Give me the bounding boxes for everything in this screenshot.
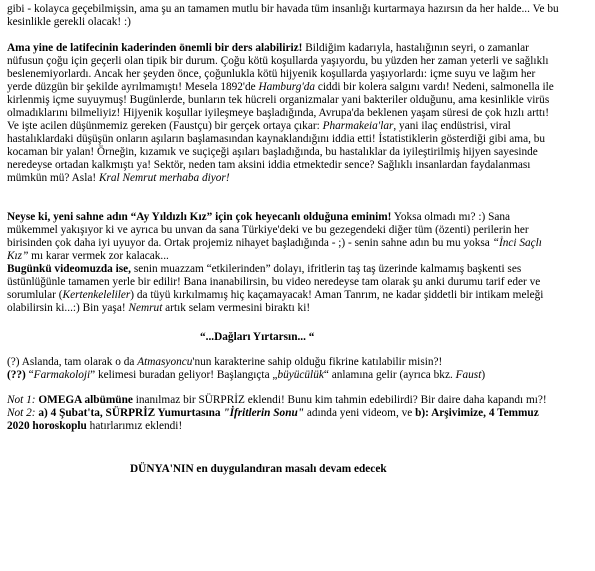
p3-line-5 <box>7 263 521 276</box>
note-2-line-2-bold: 2020 horoskoplu <box>7 420 87 432</box>
p4-line-2-c: ” kelimesi buradan geliyor! Başlangıçta „ <box>90 369 278 381</box>
p3-line-8-b: artık selam vermesini biraktı ki! <box>162 302 311 314</box>
p2-line-1-text: Bildiğim kadarıyla, hastalığının seyri, o zamanlar <box>302 42 529 54</box>
note-1-label: Not 1: <box>7 394 36 406</box>
p4-line-2 <box>7 369 485 382</box>
note-2-line-2 <box>7 420 182 433</box>
p4-line-2-d: “ anlamına gelir (ayrıca bkz. <box>323 369 456 381</box>
p2-line-7-b: , yani ilaç endüstrisi, viral <box>393 120 511 132</box>
p3-line-7-italic: Kertenkeleliler <box>62 289 131 301</box>
p2-line-8: hastalıklardaki düşüşün onların aşıların başlamasından kaynaklandığını iddia etti! İstatistiklerin gösterdiği gibi ama, bu <box>7 133 546 145</box>
p3-line-4 <box>7 250 169 263</box>
note-2-bold-italic: "İfritlerin Sonu" <box>223 407 305 419</box>
note-2-bold-1: a) 4 Şubat'ta, SÜRPRİZ Yumurtasına <box>35 407 224 419</box>
p3-line-3 <box>7 237 542 250</box>
p3-line-7-a: sorumlular ( <box>7 289 63 301</box>
note-1 <box>7 394 547 407</box>
p1-line-1: gibi - kolayca geçebilmişsin, ama şu an tamamen mutlu bir havada tüm insanlığı kurtarmaya hazırsın da her halde... Ve bu <box>7 3 559 15</box>
p3-line-8 <box>7 302 310 315</box>
p4-line-2-b: “ <box>25 369 34 381</box>
p4-line-2-italic-2: büyücülük <box>277 369 324 381</box>
p4-line-1-italic: Atmasyoncu <box>137 356 193 368</box>
note-1-bold: OMEGA albümüne <box>35 394 133 406</box>
p4-line-2-italic-3: Faust <box>455 369 482 381</box>
p2-line-10: neredeyse ortadan kalkmıştı ya! Sektör, neden tam aksini iddia etmektedir sence? Sağlıklı insanlardan faydalanması <box>7 159 531 171</box>
p3-line-1 <box>7 211 510 224</box>
p3-line-3-italic: “İnci Saçlı <box>492 237 542 249</box>
p2-line-7-italic: Pharmakeia'lar <box>322 120 394 132</box>
p2-line-2: nüfusun çoğu için geçerli olan tipik bir durum. Çoğu kötü koşullarda yaşıyordu, bu yüzden her zaman yeterli ve sağlıklı <box>7 55 549 67</box>
p4-line-2-italic: Farmakoloji <box>33 369 91 381</box>
p3-line-8-italic: Nemrut <box>128 302 163 314</box>
p2-line-11-a: mümkün mü? Asla! <box>7 172 99 184</box>
p2-line-4 <box>7 81 554 94</box>
p3-line-5-text: senin muazzam “etkilerinden” dolayı, ifritlerin taş taş üzerinde kalmamış başkenti ses <box>131 263 522 275</box>
p3-line-6: üstünlüğünle tamamen yerle bir edilir! Bana inanabilirsin, bu video neredeyse tam olarak şu anki durumu tarif eder ve <box>7 276 541 288</box>
p3-line-4-text: mı karar vermek zor kalacak... <box>28 250 169 262</box>
p4-line-1-b: 'nun karakterine sahip olduğu fikrine katılabilir misin?! <box>192 356 443 368</box>
p2-line-6: olmadıklarını bilmeliyiz! Hijyenik koşullar iyileşmeye başladığında, Avrupa'da beklenen yaşam süresi de çok hızlı arttı! <box>7 107 550 119</box>
p3-line-7 <box>7 289 543 302</box>
p3-line-2: mükemmel yakışıyor ki ve ayrıca bu unvan da sana Türkiye'deki ve bu gezegendeki diğer tüm (özenti) perilerin her <box>7 224 529 236</box>
p4-line-2-e: ) <box>481 369 486 381</box>
p2-line-1 <box>7 42 529 55</box>
p4-line-2-bold: (??) <box>7 369 26 381</box>
note-2-text: adında yeni videom, ve <box>304 407 416 419</box>
note-1-text: inanılmaz bir SÜRPRİZ eklendi! Bunu kim tahmin edebilirdi? Bir daire daha kapandı mı?! <box>132 394 547 406</box>
p2-lead-bold: Ama yine de latifecinin kaderinden önemli bir ders alabiliriz! <box>7 42 303 54</box>
p1-line-2: kesinlikle gerekli olacak! :) <box>7 16 131 28</box>
p2-line-9: kocaman bir yalan! Örneğin, kızamık ve suçiçeği aşıları başladığında, bu hastalıklar da iyileştirilmiş hijyen sayesinde <box>7 146 538 158</box>
note-2-line-2-text: hatırlarımız eklendi! <box>86 420 183 432</box>
p3-line-1-text: Yoksa olmadı mı? :) Sana <box>391 211 511 223</box>
p2-line-7 <box>7 120 511 133</box>
note-2-label: Not 2: <box>7 407 36 419</box>
closing-line: DÜNYA'NIN en duygulandıran masalı devam edecek <box>130 463 387 475</box>
p4-line-1 <box>7 356 442 369</box>
p3-line-3-text: birisinden çok daha iyi uyuyor da. Ortak projemiz nihayet başladığında - ;) - senin sahne adın bu mu yoksa <box>7 237 493 249</box>
p2-line-3: beslenemiyorlardı. Ancak her şeyden önce, çoğunlukla kötü hijyenik koşullarda yaşıyorlardı: içme suyu ve lağım her <box>7 68 536 80</box>
p2-line-5: kirlenmiş içme suyuymuş! Bugünlerde, bunların tek hücreli organizmalar yani bakteriler olduğunu, ama kesinlikle virüs <box>7 94 550 106</box>
p2-line-7-a: Ve işte acilen düşünmemiz gereken (Faustçu) bir gerçek ortaya çıkar: <box>7 120 323 132</box>
p2-line-11 <box>7 172 230 185</box>
p2-line-4-b: ciddi bir kolera salgını vardı! Nedeni, salmonella ile <box>315 81 554 93</box>
p3-line-4-italic: Kız” <box>7 250 29 262</box>
p3-lead-bold: Neyse ki, yeni sahne adın “Ay Yıldızlı Kız” için çok heyecanlı olduğuna eminim! <box>7 211 392 223</box>
p4-line-1-a: (?) Aslanda, tam olarak o da <box>7 356 138 368</box>
p2-line-11-italic: Kral Nemrut merhaba diyor! <box>98 172 230 184</box>
p2-line-4-a: yerde düzgün bir şekilde ayrılmamıştı! Mesela 1892'de <box>7 81 259 93</box>
note-2-line-1 <box>7 407 539 420</box>
p3-line-7-b: ) da tüyü kırkılmamış hiç kaçamayacak! Aman Tanrım, ne kadar şiddetli bir intikam meleği <box>130 289 544 301</box>
note-2-bold-2: b): Arşivimize, 4 Temmuz <box>415 407 539 419</box>
p2-line-4-italic: Hamburg'da <box>258 81 316 93</box>
quote-line: “...Dağları Yırtarsın... “ <box>200 331 315 343</box>
p3-line-8-a: olabilirsin ki...:) Bin yaşa! <box>7 302 129 314</box>
p3-line-5-bold: Bugünkü videomuzda ise, <box>7 263 131 275</box>
